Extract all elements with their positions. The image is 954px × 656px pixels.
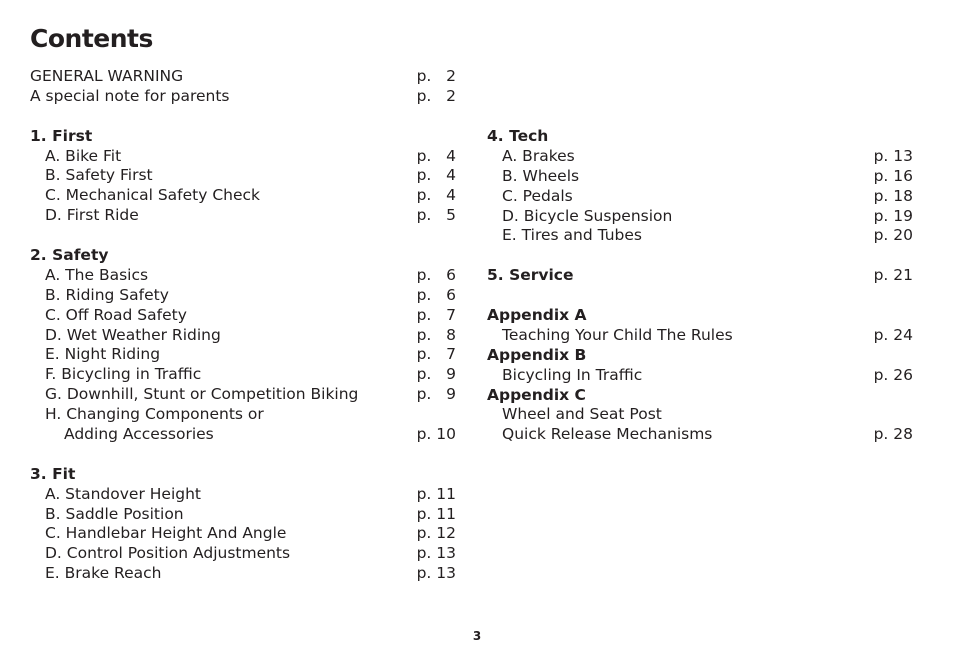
toc-entry-label: 4. Tech xyxy=(487,127,549,145)
contents-column-left xyxy=(30,67,460,584)
toc-entry-label: H. Changing Components or xyxy=(45,405,264,424)
toc-page-reference: p. 26 xyxy=(873,365,913,384)
toc-entry-label: A. Standover Height xyxy=(45,484,201,503)
toc-page-reference: p. 24 xyxy=(873,325,913,344)
toc-entry-label: E. Night Riding xyxy=(45,345,161,364)
toc-entry-label: D. Control Position Adjustments xyxy=(45,544,291,563)
toc-entry-label: B. Riding Safety xyxy=(45,285,169,304)
toc-page-reference: p. 13 xyxy=(416,544,456,563)
toc-entry-label: F. Bicycling in Traffic xyxy=(45,365,202,384)
toc-section-heading[interactable] xyxy=(30,127,460,147)
toc-page-reference: p. 11 xyxy=(416,504,456,523)
toc-section-heading[interactable] xyxy=(30,246,460,266)
toc-entry[interactable] xyxy=(30,266,460,286)
toc-entry[interactable] xyxy=(487,167,917,187)
toc-entry[interactable] xyxy=(487,226,917,246)
toc-entry-label: A. The Basics xyxy=(45,265,149,284)
toc-entry[interactable] xyxy=(30,326,460,346)
toc-entry-label: E. Tires and Tubes xyxy=(502,226,642,245)
toc-entry-label: A. Brakes xyxy=(502,146,575,165)
toc-entry[interactable] xyxy=(30,524,460,544)
spacer xyxy=(30,445,460,465)
toc-entry[interactable] xyxy=(30,385,460,405)
toc-page-reference: p. 16 xyxy=(873,166,913,185)
toc-entry[interactable] xyxy=(487,425,917,445)
toc-entry-label: D. Bicycle Suspension xyxy=(502,206,673,225)
toc-page-reference: p. 21 xyxy=(873,266,913,285)
toc-section-heading[interactable] xyxy=(487,127,917,147)
page-title: Contents xyxy=(30,24,153,53)
toc-entry-label: 1. First xyxy=(30,126,93,145)
toc-entry[interactable] xyxy=(30,505,460,525)
toc-entry-label: 3. Fit xyxy=(30,464,76,483)
toc-page-reference: p. 2 xyxy=(416,67,456,85)
toc-page-reference: p. 13 xyxy=(416,564,456,583)
toc-section-heading[interactable] xyxy=(30,465,460,485)
toc-page-reference: p. 4 xyxy=(416,146,456,165)
toc-entry[interactable] xyxy=(487,366,917,386)
toc-page-reference: p. 7 xyxy=(416,345,456,364)
toc-section-heading[interactable] xyxy=(487,306,917,326)
toc-page-reference: p. 5 xyxy=(416,206,456,225)
toc-entry-label: D. Wet Weather Riding xyxy=(45,325,221,344)
toc-page-reference: p. 13 xyxy=(873,146,913,165)
toc-entry-label: Bicycling In Traffic xyxy=(502,365,643,384)
toc-entry-label: GENERAL WARNING xyxy=(30,67,184,85)
toc-entry[interactable] xyxy=(30,206,460,226)
toc-entry-label: 2. Safety xyxy=(30,246,109,265)
toc-entry-label: A special note for parents xyxy=(30,86,230,105)
toc-entry-label: C. Off Road Safety xyxy=(45,305,187,324)
toc-entry[interactable] xyxy=(30,166,460,186)
toc-entry-label: Teaching Your Child The Rules xyxy=(502,325,733,344)
contents-column-right xyxy=(487,127,917,445)
toc-entry[interactable] xyxy=(30,286,460,306)
toc-entry-label: Appendix A xyxy=(487,306,587,325)
toc-entry[interactable] xyxy=(30,147,460,167)
toc-entry-label: C. Mechanical Safety Check xyxy=(45,186,261,205)
toc-entry-label: Adding Accessories xyxy=(64,425,214,444)
toc-entry[interactable] xyxy=(30,306,460,326)
toc-entry-label: A. Bike Fit xyxy=(45,146,122,165)
toc-entry-label: Appendix C xyxy=(487,385,586,404)
toc-page-reference: p. 20 xyxy=(873,226,913,245)
toc-entry[interactable] xyxy=(30,87,460,107)
toc-entry[interactable] xyxy=(30,564,460,584)
toc-page-reference: p. 8 xyxy=(416,325,456,344)
toc-entry-label: B. Wheels xyxy=(502,166,580,185)
toc-entry[interactable] xyxy=(30,425,460,445)
toc-section-heading[interactable] xyxy=(487,266,917,286)
toc-page-reference: p. 10 xyxy=(416,425,456,444)
toc-page-reference: p. 7 xyxy=(416,305,456,324)
toc-entry[interactable] xyxy=(487,187,917,207)
toc-page-reference: p. 18 xyxy=(873,186,913,205)
toc-entry-label: Appendix B xyxy=(487,345,587,364)
toc-entry[interactable] xyxy=(30,186,460,206)
toc-section-heading[interactable] xyxy=(487,346,917,366)
toc-page-reference: p. 9 xyxy=(416,385,456,404)
spacer xyxy=(487,286,917,306)
toc-entry[interactable] xyxy=(30,67,460,87)
spacer xyxy=(30,226,460,246)
toc-entry[interactable] xyxy=(487,405,917,425)
toc-entry[interactable] xyxy=(487,326,917,346)
toc-entry[interactable] xyxy=(30,365,460,385)
toc-page-reference: p. 4 xyxy=(416,186,456,205)
page-number: 3 xyxy=(472,629,482,643)
toc-entry-label: E. Brake Reach xyxy=(45,564,162,583)
toc-entry[interactable] xyxy=(487,207,917,227)
toc-page-reference: p. 11 xyxy=(416,484,456,503)
toc-page-reference: p. 19 xyxy=(873,206,913,225)
toc-page-reference: p. 6 xyxy=(416,265,456,284)
toc-entry[interactable] xyxy=(30,405,460,425)
toc-entry[interactable] xyxy=(30,485,460,505)
toc-entry-label: G. Downhill, Stunt or Competition Biking xyxy=(45,385,359,404)
toc-entry[interactable] xyxy=(30,544,460,564)
toc-page-reference: p. 9 xyxy=(416,365,456,384)
toc-page-reference: p. 6 xyxy=(416,285,456,304)
toc-entry-label: C. Pedals xyxy=(502,186,573,205)
toc-entry-label: C. Handlebar Height And Angle xyxy=(45,524,287,543)
toc-entry-label: B. Saddle Position xyxy=(45,504,184,523)
toc-entry-label: D. First Ride xyxy=(45,206,139,225)
toc-entry[interactable] xyxy=(30,345,460,365)
toc-page-reference: p. 2 xyxy=(416,86,456,105)
toc-page-reference: p. 4 xyxy=(416,166,456,185)
spacer xyxy=(30,107,460,127)
toc-entry-label: Wheel and Seat Post xyxy=(502,405,662,424)
toc-entry[interactable] xyxy=(487,147,917,167)
toc-entry-label: B. Safety First xyxy=(45,166,153,185)
spacer xyxy=(487,246,917,266)
toc-page-reference: p. 12 xyxy=(416,524,456,543)
toc-entry-label: Quick Release Mechanisms xyxy=(502,425,713,444)
toc-page-reference: p. 28 xyxy=(873,425,913,444)
toc-section-heading[interactable] xyxy=(487,386,917,406)
toc-entry-label: 5. Service xyxy=(487,266,574,285)
